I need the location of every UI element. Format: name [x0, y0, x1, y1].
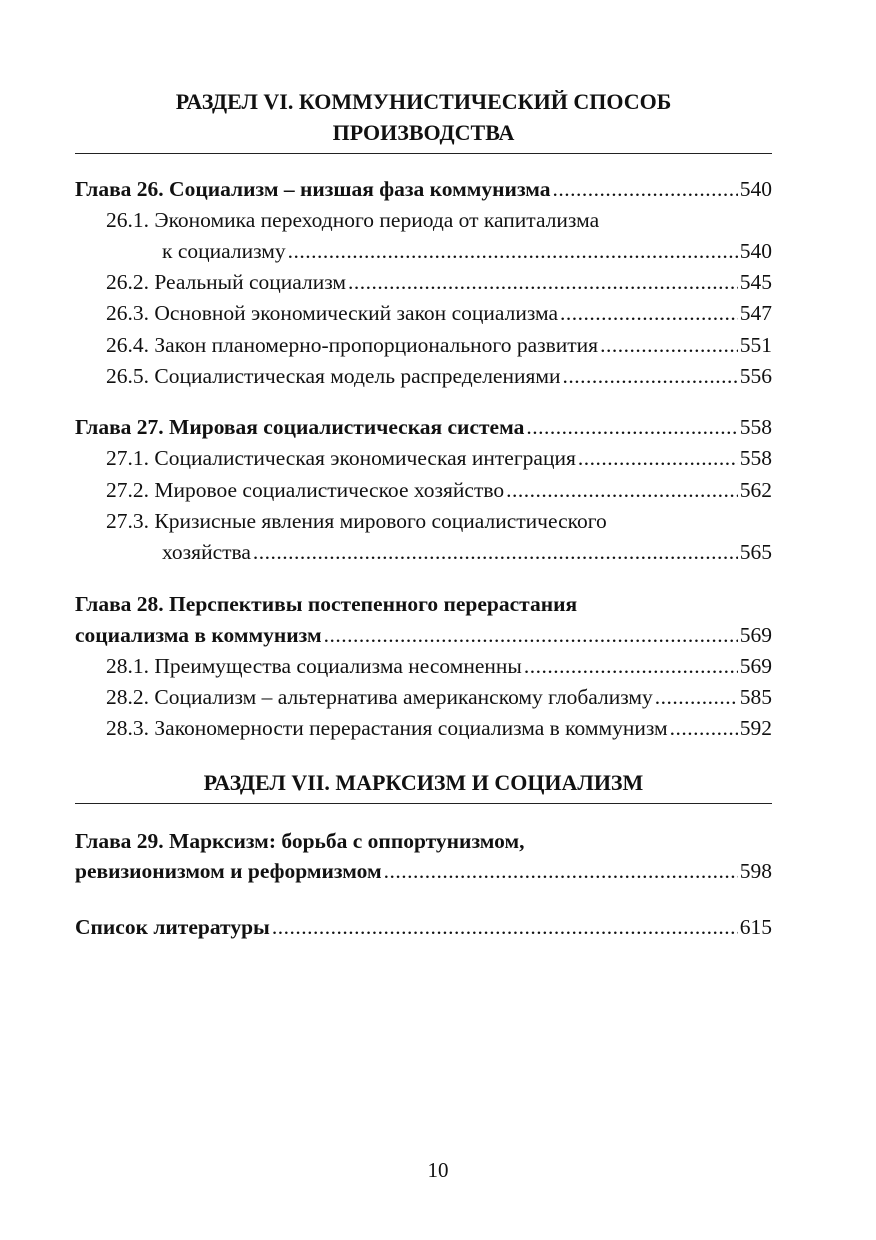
toc-leader-dots: [253, 537, 738, 568]
toc-entry-page: 558: [739, 446, 772, 470]
toc-entry-26-5[interactable]: [75, 361, 772, 392]
toc-entry-title: 27.1. Социалистическая экономическая интеграция: [106, 446, 576, 470]
toc-leader-dots: [324, 620, 738, 651]
toc-entry-title: хозяйства: [162, 540, 251, 564]
toc-entry-page: 569: [739, 654, 772, 678]
toc-leader-dots: [288, 236, 738, 267]
toc-entry-title: 28.1. Преимущества социализма несомненны: [106, 654, 522, 678]
toc-entry-title: 26.2. Реальный социализм: [106, 270, 347, 294]
toc-entry-page: 598: [739, 859, 772, 883]
toc-entry-title: 26.5. Социалистическая модель распределениями: [106, 364, 561, 388]
toc-leader-dots: [560, 298, 738, 329]
toc-entry-title: к социализму: [162, 239, 286, 263]
section-vi-rule: [75, 153, 772, 154]
section-vi-title-line-2: ПРОИЗВОДСТВА: [332, 120, 515, 145]
toc-entry-page: 585: [739, 685, 772, 709]
toc-entry-page: 615: [739, 915, 772, 939]
toc-entry-28-2[interactable]: [75, 682, 772, 713]
toc-entry-page: 556: [739, 364, 772, 388]
toc-entry-page: 565: [739, 540, 772, 564]
toc-entry-chapter-26[interactable]: [75, 174, 772, 205]
section-vii-title-line-1: РАЗДЕЛ VII. МАРКСИЗМ И СОЦИАЛИЗМ: [203, 770, 644, 795]
toc-leader-dots: [670, 713, 738, 744]
toc-entry-27-3-line-1[interactable]: [75, 506, 772, 537]
toc-entry-page: 540: [739, 239, 772, 263]
toc-leader-dots: [348, 267, 738, 298]
toc-entry-title: 28.3. Закономерности перерастания социализма в коммунизм: [106, 716, 668, 740]
toc-entry-chapter-28-line-1[interactable]: [75, 589, 772, 620]
toc-entry-title: 26.3. Основной экономический закон социализма: [106, 301, 559, 325]
toc-leader-dots: [553, 174, 738, 205]
toc-entry-26-1-line-2[interactable]: [75, 236, 772, 267]
toc-entry-27-3-line-2[interactable]: [75, 537, 772, 568]
section-vii-rule: [75, 803, 772, 804]
toc-entry-title: 27.3. Кризисные явления мирового социалистического: [106, 509, 607, 533]
toc-entry-title: 26.1. Экономика переходного периода от капитализма: [106, 208, 600, 232]
toc-entry-title: ревизионизмом и реформизмом: [75, 859, 382, 883]
toc-entry-chapter-29-line-2[interactable]: [75, 856, 772, 887]
toc-leader-dots: [506, 475, 738, 506]
toc-entry-title: 28.2. Социализм – альтернатива американскому глобализму: [106, 685, 653, 709]
toc-entry-26-4[interactable]: [75, 330, 772, 361]
toc-leader-dots: [384, 856, 738, 887]
toc-entry-page: 562: [739, 478, 772, 502]
toc-leader-dots: [578, 443, 738, 474]
toc-entry-title: социализма в коммунизм: [75, 623, 322, 647]
toc-entry-27-2[interactable]: [75, 475, 772, 506]
toc-entry-27-1[interactable]: [75, 443, 772, 474]
toc-entry-title: Список литературы: [75, 915, 270, 939]
toc-entry-chapter-27[interactable]: [75, 412, 772, 443]
toc-entry-bibliography[interactable]: [75, 912, 772, 943]
toc-entry-page: 545: [739, 270, 772, 294]
toc-entry-title: 26.4. Закон планомерно-пропорционального развития: [106, 333, 599, 357]
toc-leader-dots: [272, 912, 738, 943]
toc-entry-page: 547: [739, 301, 772, 325]
section-vii-heading: [75, 767, 772, 798]
section-vi-title-line-1: РАЗДЕЛ VI. КОММУНИСТИЧЕСКИЙ СПОСОБ: [175, 89, 672, 114]
toc-entry-chapter-29-line-1[interactable]: [75, 826, 772, 857]
toc-leader-dots: [563, 361, 738, 392]
toc-entry-26-3[interactable]: [75, 298, 772, 329]
toc-entry-page: 558: [739, 415, 772, 439]
toc-entry-title: Глава 27. Мировая социалистическая система: [75, 415, 525, 439]
toc-entry-26-1-line-1[interactable]: [75, 205, 772, 236]
toc-entry-page: 551: [739, 333, 772, 357]
toc-entry-28-3[interactable]: [75, 713, 772, 744]
toc-entry-26-2[interactable]: [75, 267, 772, 298]
toc-entry-page: 569: [739, 623, 772, 647]
toc-entry-page: 540: [739, 177, 772, 201]
toc-entry-page: 592: [739, 716, 772, 740]
toc-entry-title: Глава 26. Социализм – низшая фаза коммунизма: [75, 177, 551, 201]
section-vi-heading: [75, 86, 772, 148]
toc-leader-dots: [526, 412, 737, 443]
toc-entry-28-1[interactable]: [75, 651, 772, 682]
toc-leader-dots: [524, 651, 738, 682]
toc-entry-chapter-28-line-2[interactable]: [75, 620, 772, 651]
toc-leader-dots: [655, 682, 738, 713]
page-number: 10: [427, 1158, 449, 1182]
toc-entry-title: Глава 28. Перспективы постепенного перерастания: [75, 592, 578, 616]
toc-entry-title: 27.2. Мировое социалистическое хозяйство: [106, 478, 505, 502]
toc-entry-title: Глава 29. Марксизм: борьба с оппортунизмом,: [75, 829, 525, 853]
toc-leader-dots: [600, 330, 738, 361]
